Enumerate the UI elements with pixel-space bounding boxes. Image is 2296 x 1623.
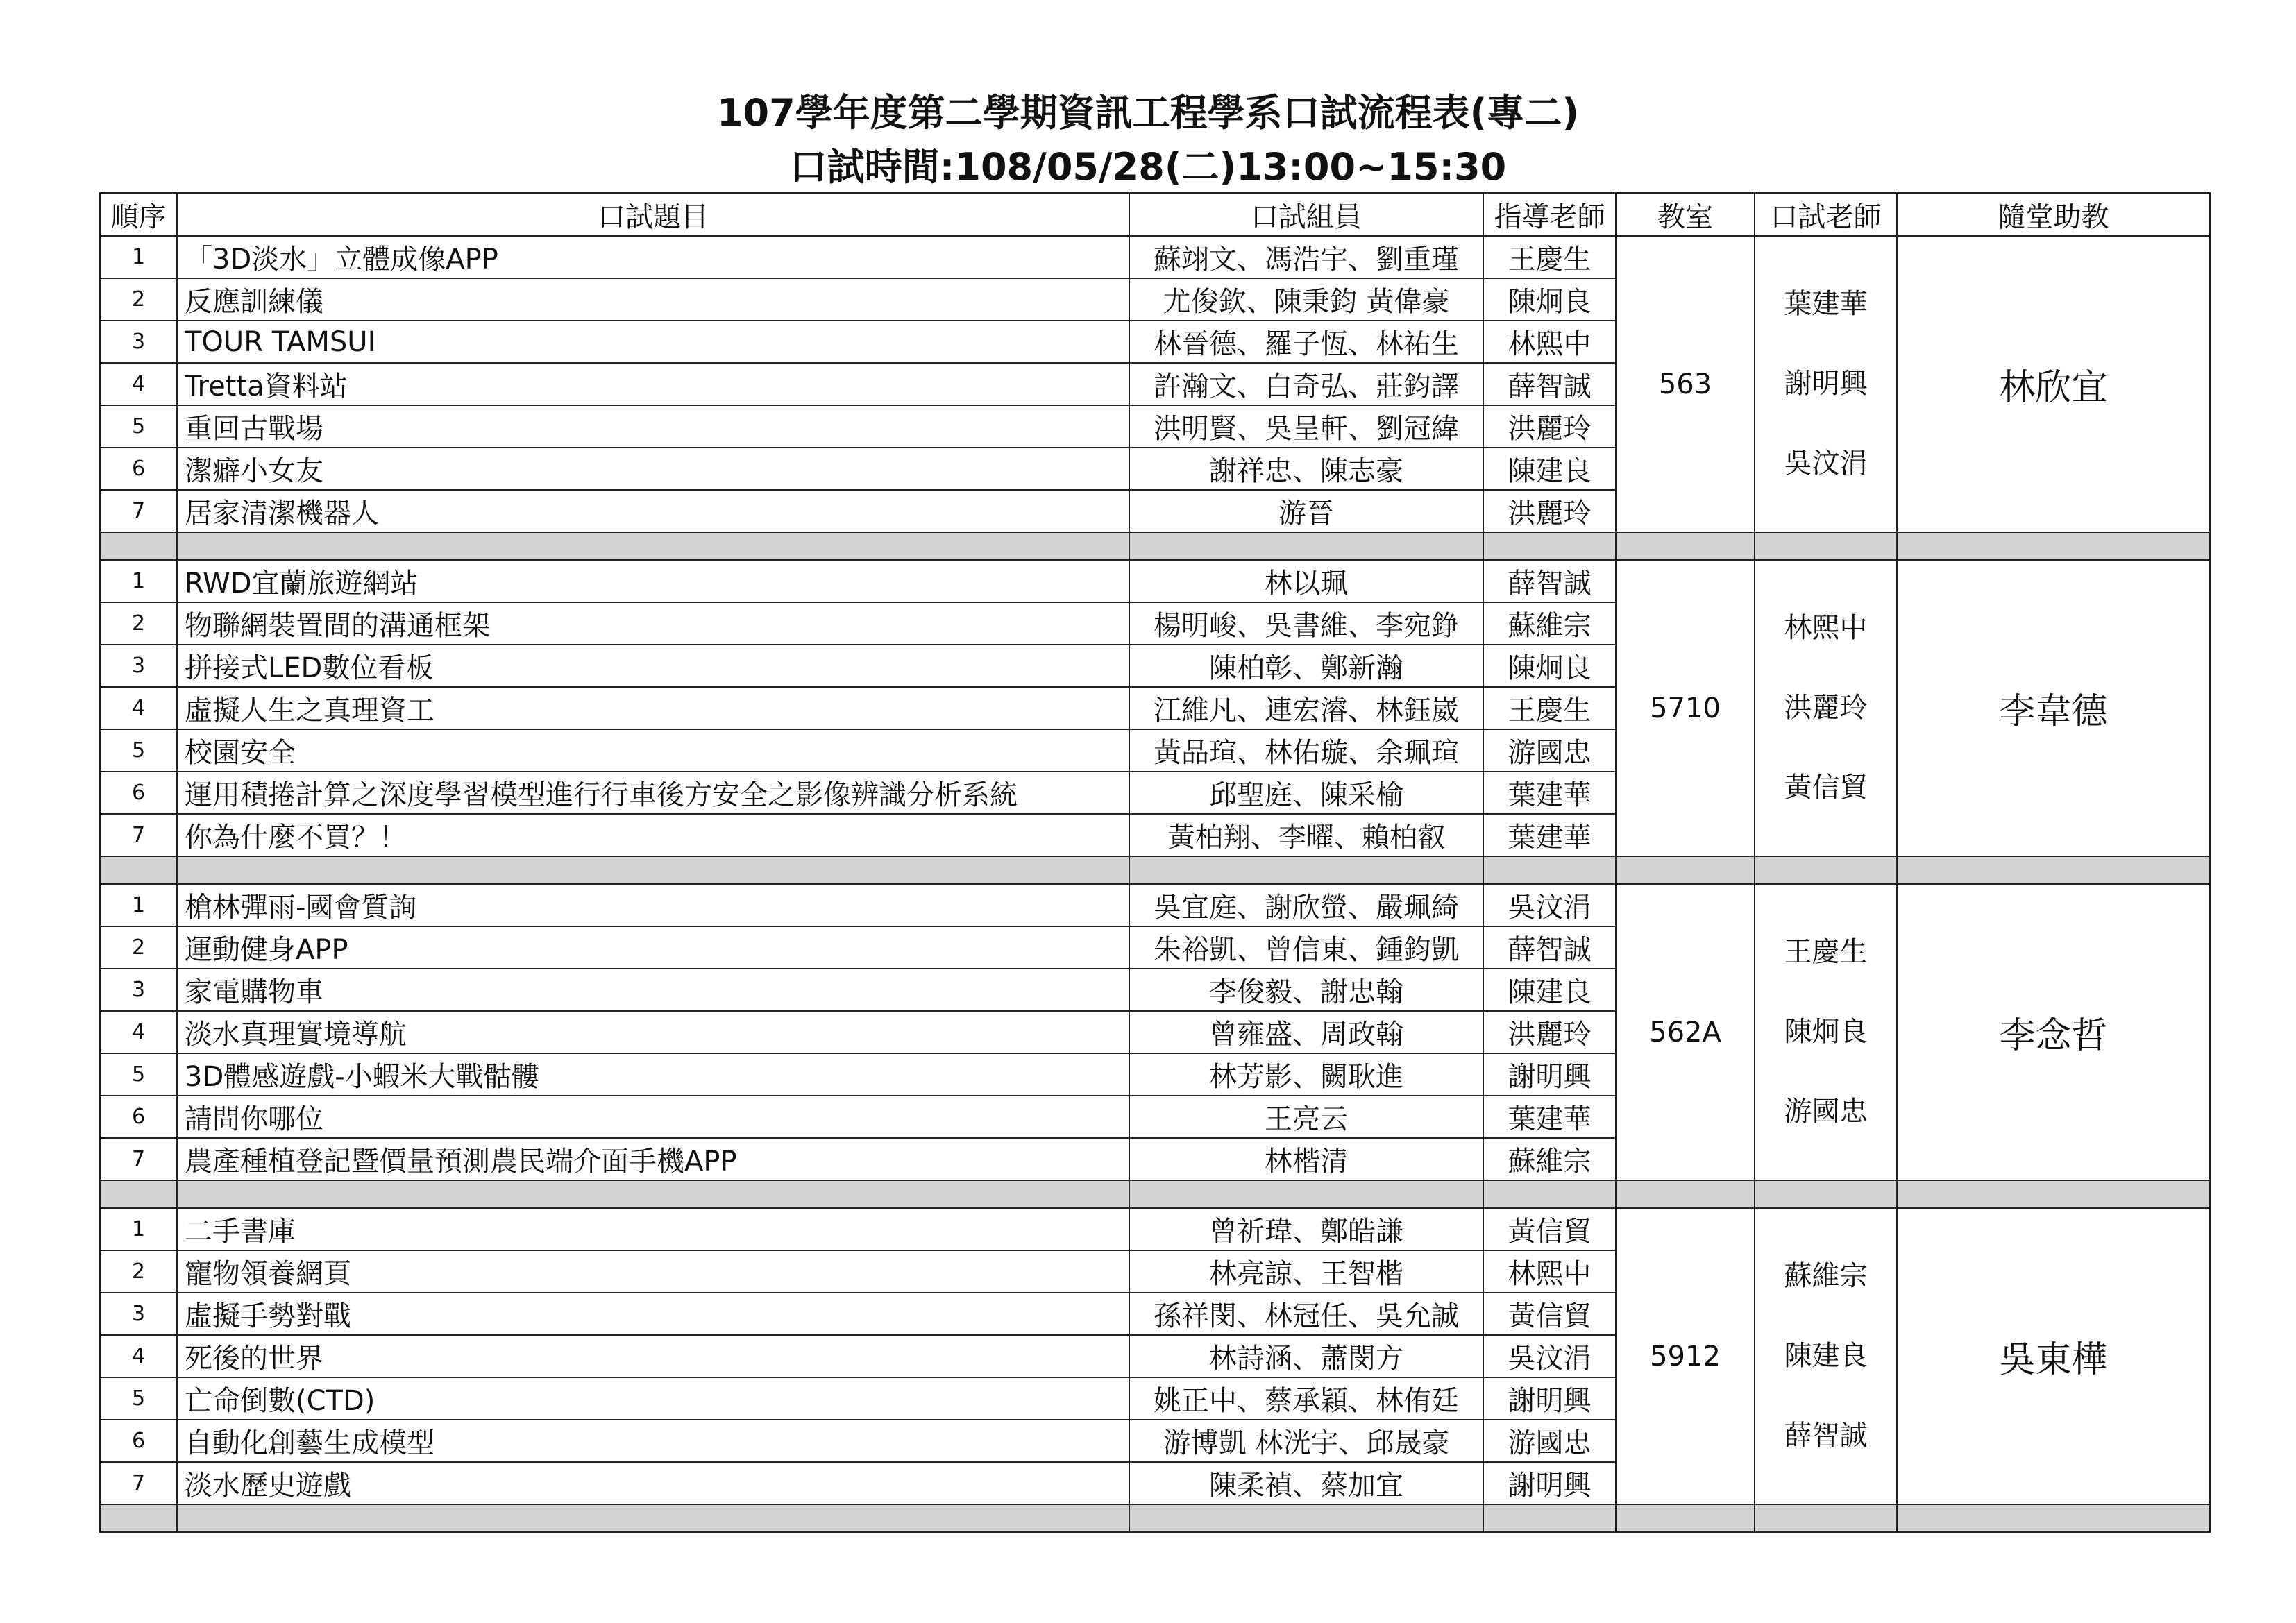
examiner-name: 吳汶涓 <box>1784 448 1868 479</box>
session-room: 562A <box>1616 884 1755 1180</box>
row-members: 姚正中、蔡承穎、林侑廷 <box>1129 1377 1483 1420</box>
row-topic: Tretta資料站 <box>177 363 1129 405</box>
row-members: 洪明賢、吳呈軒、劉冠緯 <box>1129 405 1483 448</box>
separator-cell <box>177 1180 1129 1208</box>
separator-cell <box>100 1504 177 1532</box>
row-order: 7 <box>100 1462 177 1504</box>
separator-cell <box>177 1504 1129 1532</box>
header-members: 口試組員 <box>1129 193 1483 236</box>
row-members: 蘇翊文、馮浩宇、劉重瑾 <box>1129 236 1483 278</box>
session-separator <box>100 856 2210 884</box>
header-room: 教室 <box>1616 193 1755 236</box>
row-topic: 農產種植登記暨價量預測農民端介面手機APP <box>177 1138 1129 1180</box>
row-advisor: 洪麗玲 <box>1483 1011 1616 1053</box>
row-members: 黃柏翔、李曜、賴柏叡 <box>1129 814 1483 856</box>
row-order: 7 <box>100 490 177 532</box>
session-separator <box>100 1180 2210 1208</box>
separator-cell <box>100 1180 177 1208</box>
session-examiners <box>1755 884 1897 1180</box>
row-advisor: 洪麗玲 <box>1483 405 1616 448</box>
session-examiners <box>1755 1208 1897 1504</box>
examiner-name: 林熙中 <box>1784 612 1868 644</box>
examiner-name: 陳建良 <box>1784 1340 1868 1372</box>
row-members: 林楷清 <box>1129 1138 1483 1180</box>
row-members: 林亮諒、王智楷 <box>1129 1250 1483 1293</box>
separator-cell <box>1483 1504 1616 1532</box>
row-members: 江維凡、連宏濬、林鈺崴 <box>1129 687 1483 729</box>
row-advisor: 吳汶涓 <box>1483 884 1616 926</box>
row-topic: 槍林彈雨-國會質詢 <box>177 884 1129 926</box>
header-ta: 隨堂助教 <box>1897 193 2210 236</box>
row-order: 6 <box>100 1420 177 1462</box>
separator-cell <box>177 532 1129 560</box>
separator-cell <box>1755 532 1897 560</box>
row-order: 1 <box>100 1208 177 1250</box>
row-members: 林芳影、闕耿進 <box>1129 1053 1483 1096</box>
row-topic: 淡水歷史遊戲 <box>177 1462 1129 1504</box>
row-members: 邱聖庭、陳采榆 <box>1129 772 1483 814</box>
row-order: 5 <box>100 405 177 448</box>
examiner-name: 游國忠 <box>1784 1096 1868 1128</box>
row-advisor: 黃信貿 <box>1483 1208 1616 1250</box>
row-advisor: 葉建華 <box>1483 814 1616 856</box>
row-advisor: 陳建良 <box>1483 969 1616 1011</box>
row-members: 黃品瑄、林佑璇、余珮瑄 <box>1129 729 1483 772</box>
row-advisor: 謝明興 <box>1483 1053 1616 1096</box>
examiner-name: 蘇維宗 <box>1784 1260 1868 1292</box>
separator-cell <box>100 532 177 560</box>
row-members: 吳宜庭、謝欣螢、嚴珮綺 <box>1129 884 1483 926</box>
row-topic: 寵物領養網頁 <box>177 1250 1129 1293</box>
row-topic: 死後的世界 <box>177 1335 1129 1377</box>
row-order: 5 <box>100 729 177 772</box>
session-room: 563 <box>1616 236 1755 532</box>
schedule-body <box>100 236 2210 1532</box>
examiner-name: 陳炯良 <box>1784 1016 1868 1048</box>
row-members: 王亮云 <box>1129 1096 1483 1138</box>
header-examiners: 口試老師 <box>1755 193 1897 236</box>
row-topic: RWD宜蘭旅遊網站 <box>177 560 1129 602</box>
row-order: 3 <box>100 321 177 363</box>
separator-cell <box>1129 1180 1483 1208</box>
row-topic: 物聯網裝置間的溝通框架 <box>177 602 1129 645</box>
row-topic: 家電購物車 <box>177 969 1129 1011</box>
row-members: 孫祥閔、林冠任、吳允誠 <box>1129 1293 1483 1335</box>
examiner-name: 洪麗玲 <box>1784 692 1868 724</box>
separator-cell <box>100 856 177 884</box>
separator-cell <box>1755 1504 1897 1532</box>
row-members: 曾祈瑋、鄭皓謙 <box>1129 1208 1483 1250</box>
row-members: 李俊毅、謝忠翰 <box>1129 969 1483 1011</box>
row-members: 游晉 <box>1129 490 1483 532</box>
page-subtitle: 口試時間:108/05/28(二)13:00~15:30 <box>789 145 1507 189</box>
row-advisor: 黃信貿 <box>1483 1293 1616 1335</box>
row-order: 6 <box>100 448 177 490</box>
row-members: 楊明峻、吳書維、李宛錚 <box>1129 602 1483 645</box>
row-topic: 自動化創藝生成模型 <box>177 1420 1129 1462</box>
row-advisor: 游國忠 <box>1483 1420 1616 1462</box>
row-advisor: 王慶生 <box>1483 236 1616 278</box>
row-advisor: 葉建華 <box>1483 772 1616 814</box>
separator-cell <box>1616 532 1755 560</box>
row-topic: 你為什麼不買？！ <box>177 814 1129 856</box>
header-order: 順序 <box>100 193 177 236</box>
row-order: 2 <box>100 1250 177 1293</box>
row-topic: 請問你哪位 <box>177 1096 1129 1138</box>
row-members: 游博凱 林洸宇、邱晟豪 <box>1129 1420 1483 1462</box>
separator-cell <box>1129 532 1483 560</box>
row-topic: 運用積捲計算之深度學習模型進行行車後方安全之影像辨識分析系統 <box>177 772 1129 814</box>
session-ta: 吳東樺 <box>1897 1208 2210 1504</box>
examiner-name: 薛智誠 <box>1784 1420 1868 1452</box>
session-examiners <box>1755 236 1897 532</box>
session-ta: 李韋德 <box>1897 560 2210 856</box>
row-members: 陳柏彰、鄭新瀚 <box>1129 645 1483 687</box>
row-advisor: 薛智誠 <box>1483 560 1616 602</box>
row-members: 曾雍盛、周政翰 <box>1129 1011 1483 1053</box>
row-advisor: 陳炯良 <box>1483 278 1616 321</box>
session-separator <box>100 532 2210 560</box>
row-advisor: 蘇維宗 <box>1483 602 1616 645</box>
row-advisor: 薛智誠 <box>1483 926 1616 969</box>
separator-cell <box>1129 856 1483 884</box>
examiner-name: 黃信貿 <box>1784 772 1868 804</box>
separator-cell <box>1897 1180 2210 1208</box>
session-room: 5710 <box>1616 560 1755 856</box>
row-order: 1 <box>100 236 177 278</box>
separator-cell <box>1483 532 1616 560</box>
row-order: 4 <box>100 363 177 405</box>
row-advisor: 王慶生 <box>1483 687 1616 729</box>
row-members: 許瀚文、白奇弘、莊鈞譯 <box>1129 363 1483 405</box>
table-row <box>100 884 2210 926</box>
row-order: 7 <box>100 814 177 856</box>
header-row <box>100 193 2210 236</box>
row-topic: TOUR TAMSUI <box>177 321 1129 363</box>
row-topic: 拼接式LED數位看板 <box>177 645 1129 687</box>
row-order: 4 <box>100 1011 177 1053</box>
row-advisor: 蘇維宗 <box>1483 1138 1616 1180</box>
row-topic: 居家清潔機器人 <box>177 490 1129 532</box>
row-members: 陳柔禎、蔡加宜 <box>1129 1462 1483 1504</box>
row-topic: 重回古戰場 <box>177 405 1129 448</box>
separator-cell <box>1755 856 1897 884</box>
examiner-name: 葉建華 <box>1784 288 1868 320</box>
row-order: 5 <box>100 1377 177 1420</box>
separator-cell <box>1755 1180 1897 1208</box>
examiner-name: 王慶生 <box>1784 936 1868 968</box>
row-topic: 「3D淡水」立體成像APP <box>177 236 1129 278</box>
separator-cell <box>1616 1180 1755 1208</box>
row-order: 5 <box>100 1053 177 1096</box>
row-members: 林以珮 <box>1129 560 1483 602</box>
session-ta: 李念哲 <box>1897 884 2210 1180</box>
row-advisor: 謝明興 <box>1483 1377 1616 1420</box>
row-members: 林詩涵、蕭閔方 <box>1129 1335 1483 1377</box>
row-order: 2 <box>100 926 177 969</box>
row-order: 3 <box>100 645 177 687</box>
separator-cell <box>1616 856 1755 884</box>
separator-cell <box>177 856 1129 884</box>
row-advisor: 洪麗玲 <box>1483 490 1616 532</box>
row-topic: 亡命倒數(CTD) <box>177 1377 1129 1420</box>
row-topic: 校園安全 <box>177 729 1129 772</box>
row-order: 1 <box>100 560 177 602</box>
table-row <box>100 560 2210 602</box>
row-advisor: 謝明興 <box>1483 1462 1616 1504</box>
row-advisor: 游國忠 <box>1483 729 1616 772</box>
separator-cell <box>1129 1504 1483 1532</box>
separator-cell <box>1897 532 2210 560</box>
row-order: 2 <box>100 602 177 645</box>
row-members: 林晉德、羅子恆、林祐生 <box>1129 321 1483 363</box>
row-order: 7 <box>100 1138 177 1180</box>
row-topic: 3D體感遊戲-小蝦米大戰骷髏 <box>177 1053 1129 1096</box>
row-advisor: 陳建良 <box>1483 448 1616 490</box>
row-order: 4 <box>100 1335 177 1377</box>
separator-cell <box>1483 856 1616 884</box>
session-room: 5912 <box>1616 1208 1755 1504</box>
separator-cell <box>1897 856 2210 884</box>
row-order: 4 <box>100 687 177 729</box>
row-advisor: 吳汶涓 <box>1483 1335 1616 1377</box>
row-advisor: 薛智誠 <box>1483 363 1616 405</box>
row-topic: 運動健身APP <box>177 926 1129 969</box>
row-topic: 反應訓練儀 <box>177 278 1129 321</box>
row-order: 6 <box>100 1096 177 1138</box>
row-order: 3 <box>100 969 177 1011</box>
header-topic: 口試題目 <box>177 193 1129 236</box>
row-topic: 潔癖小女友 <box>177 448 1129 490</box>
header-advisor: 指導老師 <box>1483 193 1616 236</box>
row-members: 尤俊欽、陳秉鈞 黃偉豪 <box>1129 278 1483 321</box>
session-ta: 林欣宜 <box>1897 236 2210 532</box>
table-row <box>100 236 2210 278</box>
examiner-name: 謝明興 <box>1784 368 1868 400</box>
row-advisor: 陳炯良 <box>1483 645 1616 687</box>
row-advisor: 林熙中 <box>1483 321 1616 363</box>
row-members: 朱裕凱、曾信東、鍾鈞凱 <box>1129 926 1483 969</box>
row-topic: 淡水真理實境導航 <box>177 1011 1129 1053</box>
separator-cell <box>1897 1504 2210 1532</box>
row-order: 3 <box>100 1293 177 1335</box>
row-topic: 虛擬手勢對戰 <box>177 1293 1129 1335</box>
row-members: 謝祥忠、陳志豪 <box>1129 448 1483 490</box>
row-order: 6 <box>100 772 177 814</box>
row-topic: 二手書庫 <box>177 1208 1129 1250</box>
schedule-table <box>99 192 2211 1533</box>
row-order: 1 <box>100 884 177 926</box>
session-separator <box>100 1504 2210 1532</box>
table-row <box>100 1208 2210 1250</box>
row-topic: 虛擬人生之真理資工 <box>177 687 1129 729</box>
separator-cell <box>1616 1504 1755 1532</box>
session-examiners <box>1755 560 1897 856</box>
row-advisor: 林熙中 <box>1483 1250 1616 1293</box>
page-title: 107學年度第二學期資訊工程學系口試流程表(專二) <box>716 91 1580 135</box>
row-order: 2 <box>100 278 177 321</box>
separator-cell <box>1483 1180 1616 1208</box>
row-advisor: 葉建華 <box>1483 1096 1616 1138</box>
